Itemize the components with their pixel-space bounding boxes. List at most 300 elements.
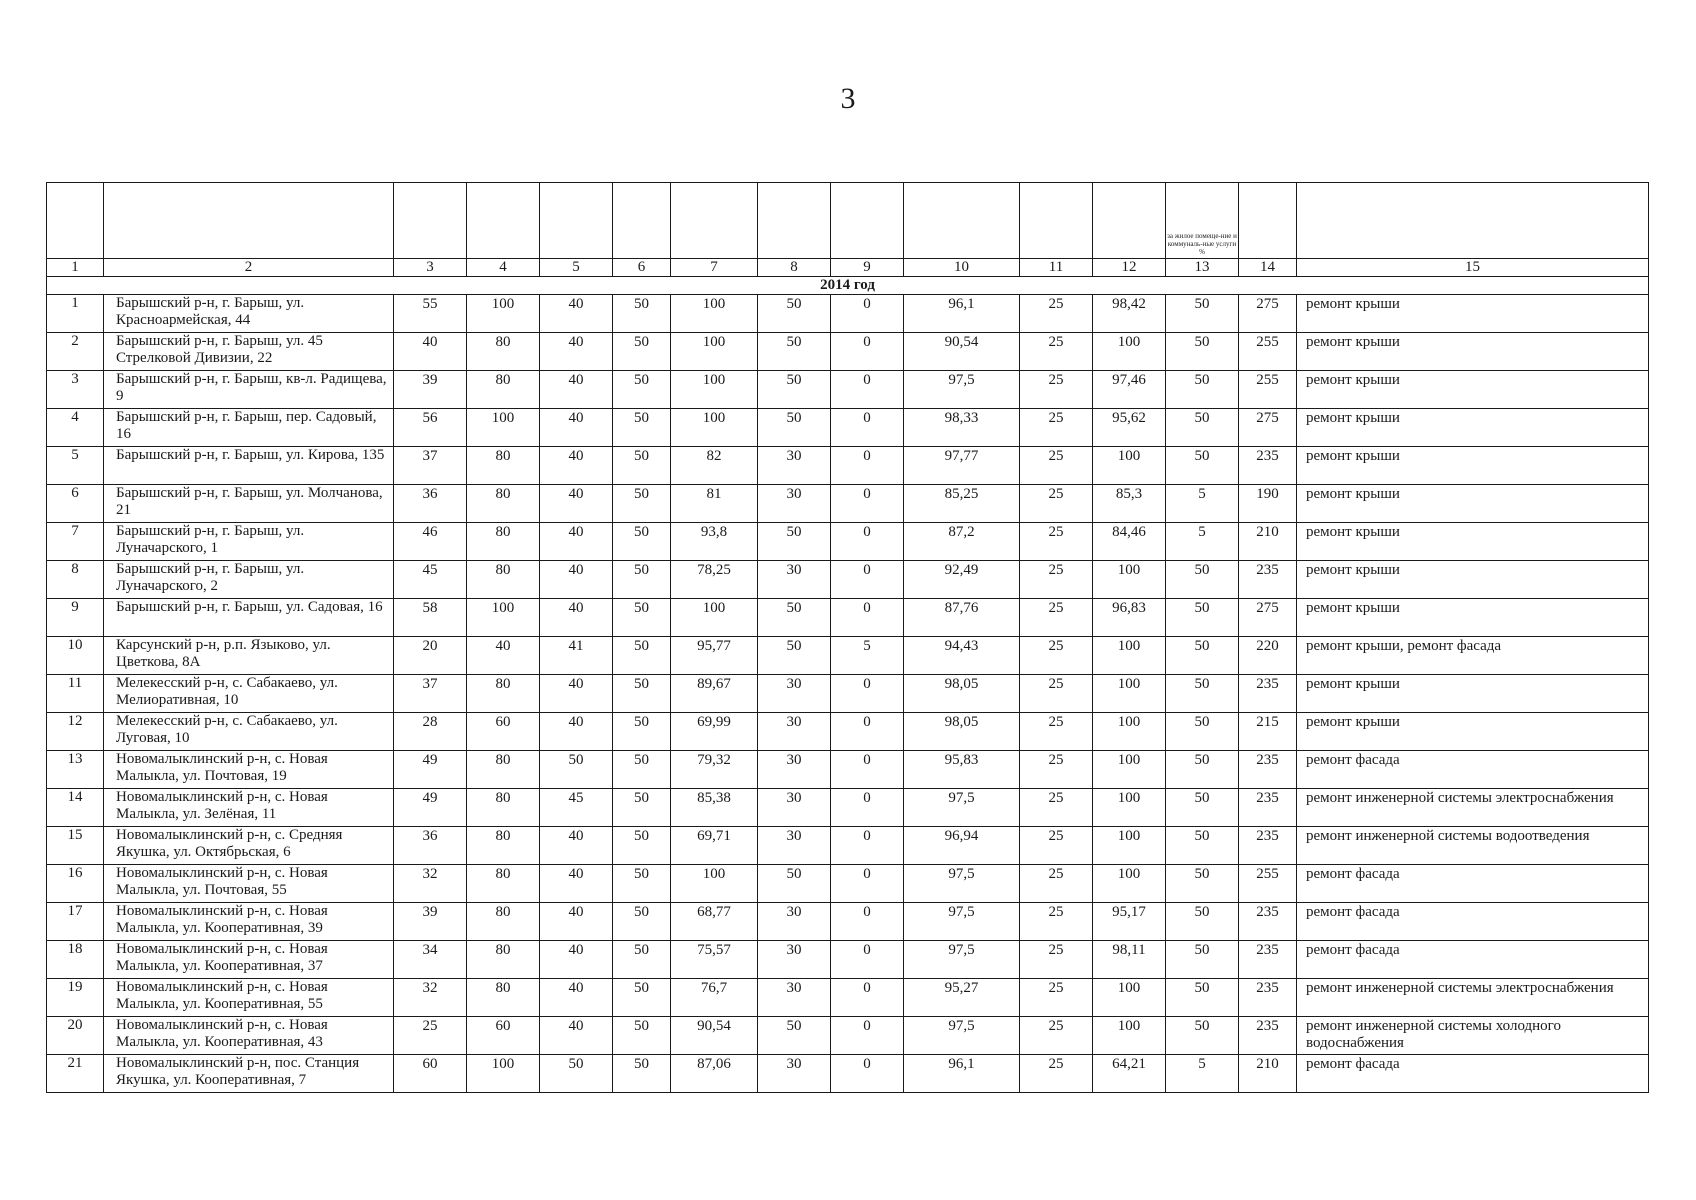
value-cell: 40 [540,903,613,941]
value-cell: 50 [1166,599,1239,637]
value-cell: 25 [1020,295,1093,333]
value-cell: 87,2 [904,523,1020,561]
row-number-cell: 18 [47,941,104,979]
row-number-cell: 9 [47,599,104,637]
value-cell: 0 [831,789,904,827]
value-cell: 0 [831,865,904,903]
value-cell: 25 [1020,409,1093,447]
header-cell [104,183,394,259]
value-cell: 0 [831,751,904,789]
value-cell: 30 [758,941,831,979]
work-type-cell: ремонт крыши [1297,447,1649,485]
value-cell: 100 [1093,561,1166,599]
value-cell: 50 [1166,561,1239,599]
value-cell: 50 [1166,827,1239,865]
value-cell: 49 [394,751,467,789]
work-type-cell: ремонт фасада [1297,903,1649,941]
value-cell: 90,54 [671,1017,758,1055]
value-cell: 0 [831,1017,904,1055]
table-row [47,751,1649,789]
value-cell: 50 [613,295,671,333]
value-cell: 50 [613,789,671,827]
work-type-cell: ремонт крыши [1297,371,1649,409]
value-cell: 210 [1239,523,1297,561]
value-cell: 25 [1020,789,1093,827]
value-cell: 50 [613,333,671,371]
value-cell: 50 [758,523,831,561]
value-cell: 40 [540,1017,613,1055]
value-cell: 50 [613,371,671,409]
value-cell: 50 [1166,941,1239,979]
work-type-cell: ремонт крыши [1297,675,1649,713]
work-type-cell: ремонт крыши [1297,409,1649,447]
value-cell: 96,83 [1093,599,1166,637]
value-cell: 45 [394,561,467,599]
value-cell: 80 [467,865,540,903]
value-cell: 25 [1020,979,1093,1017]
column-number-cell: 14 [1239,259,1297,277]
address-cell: Барышский р-н, г. Барыш, ул. Молчанова, 21 [104,485,394,523]
value-cell: 0 [831,523,904,561]
year-label: 2014 год [47,277,1649,295]
header-cell [831,183,904,259]
value-cell: 50 [613,675,671,713]
value-cell: 235 [1239,447,1297,485]
value-cell: 50 [758,637,831,675]
header-cell [1020,183,1093,259]
value-cell: 50 [758,599,831,637]
value-cell: 81 [671,485,758,523]
column-number-cell: 10 [904,259,1020,277]
value-cell: 100 [1093,637,1166,675]
value-cell: 40 [467,637,540,675]
value-cell: 36 [394,485,467,523]
value-cell: 25 [1020,447,1093,485]
value-cell: 30 [758,751,831,789]
value-cell: 78,25 [671,561,758,599]
value-cell: 50 [1166,371,1239,409]
table-row [47,295,1649,333]
value-cell: 50 [613,599,671,637]
value-cell: 79,32 [671,751,758,789]
value-cell: 40 [540,333,613,371]
column-number-cell: 6 [613,259,671,277]
value-cell: 25 [1020,637,1093,675]
value-cell: 50 [1166,713,1239,751]
value-cell: 100 [467,1055,540,1093]
value-cell: 40 [540,485,613,523]
value-cell: 36 [394,827,467,865]
value-cell: 50 [1166,675,1239,713]
value-cell: 41 [540,637,613,675]
value-cell: 97,5 [904,1017,1020,1055]
value-cell: 30 [758,675,831,713]
value-cell: 89,67 [671,675,758,713]
value-cell: 80 [467,941,540,979]
row-number-cell: 12 [47,713,104,751]
value-cell: 50 [613,485,671,523]
value-cell: 40 [540,409,613,447]
value-cell: 69,71 [671,827,758,865]
value-cell: 68,77 [671,903,758,941]
page-number: 3 [840,82,856,115]
table-row [47,1017,1649,1055]
work-type-cell: ремонт инженерной системы электроснабжения [1297,789,1649,827]
row-number-cell: 20 [47,1017,104,1055]
value-cell: 40 [540,713,613,751]
value-cell: 49 [394,789,467,827]
address-cell: Мелекесский р-н, с. Сабакаево, ул. Мелиоративная, 10 [104,675,394,713]
row-number-cell: 14 [47,789,104,827]
row-number-cell: 8 [47,561,104,599]
value-cell: 25 [1020,561,1093,599]
value-cell: 50 [1166,409,1239,447]
table-row [47,979,1649,1017]
value-cell: 82 [671,447,758,485]
value-cell: 50 [1166,295,1239,333]
value-cell: 55 [394,295,467,333]
value-cell: 56 [394,409,467,447]
address-cell: Новомалыклинский р-н, с. Новая Малыкла, ул. Кооперативная, 39 [104,903,394,941]
value-cell: 80 [467,789,540,827]
column-number-cell: 5 [540,259,613,277]
value-cell: 100 [467,599,540,637]
value-cell: 90,54 [904,333,1020,371]
value-cell: 87,06 [671,1055,758,1093]
value-cell: 0 [831,295,904,333]
value-cell: 50 [613,827,671,865]
value-cell: 97,5 [904,865,1020,903]
value-cell: 30 [758,827,831,865]
value-cell: 30 [758,447,831,485]
housing-repair-table [46,182,1649,1093]
value-cell: 50 [613,751,671,789]
value-cell: 50 [613,447,671,485]
header-cell [1239,183,1297,259]
row-number-cell: 7 [47,523,104,561]
address-cell: Барышский р-н, г. Барыш, ул. Кирова, 135 [104,447,394,485]
address-cell: Барышский р-н, г. Барыш, ул. 45 Стрелковой Дивизии, 22 [104,333,394,371]
work-type-cell: ремонт крыши [1297,713,1649,751]
value-cell: 50 [613,865,671,903]
address-cell: Барышский р-н, г. Барыш, ул. Луначарского, 2 [104,561,394,599]
value-cell: 100 [671,371,758,409]
value-cell: 50 [758,295,831,333]
value-cell: 30 [758,1055,831,1093]
value-cell: 25 [1020,827,1093,865]
value-cell: 0 [831,903,904,941]
row-number-cell: 17 [47,903,104,941]
work-type-cell: ремонт инженерной системы холодного водоснабжения [1297,1017,1649,1055]
value-cell: 50 [613,637,671,675]
row-number-cell: 5 [47,447,104,485]
value-cell: 0 [831,599,904,637]
row-number-cell: 1 [47,295,104,333]
work-type-cell: ремонт инженерной системы водоотведения [1297,827,1649,865]
value-cell: 25 [1020,1055,1093,1093]
year-row [47,277,1649,295]
value-cell: 20 [394,637,467,675]
table-row [47,409,1649,447]
value-cell: 5 [1166,1055,1239,1093]
value-cell: 85,3 [1093,485,1166,523]
value-cell: 50 [613,561,671,599]
address-cell: Новомалыклинский р-н, с. Новая Малыкла, ул. Кооперативная, 43 [104,1017,394,1055]
value-cell: 50 [758,409,831,447]
work-type-cell: ремонт фасада [1297,865,1649,903]
column-number-cell: 13 [1166,259,1239,277]
value-cell: 50 [1166,751,1239,789]
table-row [47,865,1649,903]
value-cell: 235 [1239,941,1297,979]
header-cell [1297,183,1649,259]
value-cell: 50 [758,865,831,903]
value-cell: 50 [1166,333,1239,371]
table-row [47,789,1649,827]
value-cell: 5 [831,637,904,675]
value-cell: 100 [1093,865,1166,903]
header-cell [467,183,540,259]
column-number-cell: 3 [394,259,467,277]
value-cell: 30 [758,561,831,599]
header-col13-label: за жилое помеще-ние и коммуналь-ные услуги % [1166,183,1239,259]
value-cell: 100 [1093,1017,1166,1055]
value-cell: 50 [613,409,671,447]
value-cell: 98,11 [1093,941,1166,979]
value-cell: 0 [831,827,904,865]
value-cell: 50 [613,903,671,941]
value-cell: 95,83 [904,751,1020,789]
value-cell: 60 [467,1017,540,1055]
value-cell: 87,76 [904,599,1020,637]
value-cell: 25 [1020,865,1093,903]
value-cell: 275 [1239,599,1297,637]
value-cell: 32 [394,865,467,903]
work-type-cell: ремонт крыши [1297,523,1649,561]
value-cell: 80 [467,751,540,789]
value-cell: 100 [467,409,540,447]
work-type-cell: ремонт крыши [1297,485,1649,523]
value-cell: 98,05 [904,713,1020,751]
value-cell: 97,46 [1093,371,1166,409]
work-type-cell: ремонт крыши [1297,295,1649,333]
value-cell: 25 [1020,523,1093,561]
value-cell: 50 [613,979,671,1017]
table-row [47,447,1649,485]
value-cell: 46 [394,523,467,561]
table-row [47,371,1649,409]
value-cell: 97,5 [904,371,1020,409]
address-cell: Барышский р-н, г. Барыш, пер. Садовый, 16 [104,409,394,447]
value-cell: 0 [831,333,904,371]
value-cell: 50 [758,1017,831,1055]
value-cell: 60 [467,713,540,751]
value-cell: 80 [467,485,540,523]
value-cell: 40 [540,371,613,409]
address-cell: Барышский р-н, г. Барыш, ул. Садовая, 16 [104,599,394,637]
value-cell: 50 [758,371,831,409]
value-cell: 80 [467,675,540,713]
address-cell: Барышский р-н, г. Барыш, кв-л. Радищева, 9 [104,371,394,409]
value-cell: 95,77 [671,637,758,675]
value-cell: 50 [613,713,671,751]
value-cell: 255 [1239,865,1297,903]
value-cell: 0 [831,713,904,751]
value-cell: 94,43 [904,637,1020,675]
row-number-cell: 2 [47,333,104,371]
value-cell: 40 [540,941,613,979]
value-cell: 0 [831,941,904,979]
work-type-cell: ремонт фасада [1297,751,1649,789]
address-cell: Новомалыклинский р-н, с. Новая Малыкла, ул. Зелёная, 11 [104,789,394,827]
value-cell: 255 [1239,371,1297,409]
value-cell: 235 [1239,751,1297,789]
value-cell: 100 [671,865,758,903]
work-type-cell: ремонт крыши [1297,333,1649,371]
work-type-cell: ремонт фасада [1297,1055,1649,1093]
table-row [47,1055,1649,1093]
header-cell [394,183,467,259]
column-number-cell: 1 [47,259,104,277]
row-number-cell: 15 [47,827,104,865]
column-number-cell: 15 [1297,259,1649,277]
value-cell: 215 [1239,713,1297,751]
value-cell: 255 [1239,333,1297,371]
table-row [47,485,1649,523]
value-cell: 80 [467,447,540,485]
value-cell: 50 [613,1017,671,1055]
value-cell: 32 [394,979,467,1017]
value-cell: 98,42 [1093,295,1166,333]
value-cell: 80 [467,979,540,1017]
value-cell: 80 [467,903,540,941]
value-cell: 50 [1166,865,1239,903]
row-number-cell: 21 [47,1055,104,1093]
value-cell: 25 [1020,371,1093,409]
value-cell: 80 [467,371,540,409]
address-cell: Мелекесский р-н, с. Сабакаево, ул. Луговая, 10 [104,713,394,751]
value-cell: 58 [394,599,467,637]
value-cell: 100 [671,295,758,333]
value-cell: 50 [540,1055,613,1093]
value-cell: 25 [1020,675,1093,713]
value-cell: 50 [1166,447,1239,485]
value-cell: 40 [540,561,613,599]
table-row [47,333,1649,371]
value-cell: 39 [394,903,467,941]
table-row [47,675,1649,713]
value-cell: 50 [1166,789,1239,827]
value-cell: 85,38 [671,789,758,827]
value-cell: 235 [1239,979,1297,1017]
value-cell: 100 [1093,751,1166,789]
value-cell: 30 [758,979,831,1017]
row-number-cell: 13 [47,751,104,789]
value-cell: 92,49 [904,561,1020,599]
value-cell: 50 [613,523,671,561]
value-cell: 100 [1093,789,1166,827]
value-cell: 100 [1093,447,1166,485]
value-cell: 30 [758,789,831,827]
value-cell: 50 [1166,903,1239,941]
value-cell: 34 [394,941,467,979]
value-cell: 0 [831,447,904,485]
value-cell: 100 [1093,979,1166,1017]
value-cell: 100 [1093,333,1166,371]
value-cell: 40 [540,295,613,333]
row-number-cell: 4 [47,409,104,447]
value-cell: 97,5 [904,903,1020,941]
table-row [47,523,1649,561]
value-cell: 100 [1093,827,1166,865]
value-cell: 0 [831,485,904,523]
value-cell: 39 [394,371,467,409]
value-cell: 0 [831,371,904,409]
value-cell: 93,8 [671,523,758,561]
column-number-cell: 9 [831,259,904,277]
value-cell: 96,1 [904,295,1020,333]
column-number-cell: 12 [1093,259,1166,277]
value-cell: 25 [1020,903,1093,941]
row-number-cell: 19 [47,979,104,1017]
value-cell: 235 [1239,789,1297,827]
column-number-cell: 4 [467,259,540,277]
value-cell: 50 [1166,1017,1239,1055]
value-cell: 0 [831,979,904,1017]
address-cell: Новомалыклинский р-н, с. Новая Малыкла, ул. Почтовая, 19 [104,751,394,789]
value-cell: 30 [758,713,831,751]
value-cell: 40 [394,333,467,371]
value-cell: 50 [758,333,831,371]
value-cell: 100 [671,599,758,637]
value-cell: 235 [1239,903,1297,941]
value-cell: 100 [671,409,758,447]
value-cell: 0 [831,409,904,447]
address-cell: Барышский р-н, г. Барыш, ул. Луначарского, 1 [104,523,394,561]
header-cell [540,183,613,259]
column-number-row [47,259,1649,277]
address-cell: Новомалыклинский р-н, пос. Станция Якушка, ул. Кооперативная, 7 [104,1055,394,1093]
value-cell: 100 [1093,713,1166,751]
header-cell [904,183,1020,259]
value-cell: 97,5 [904,941,1020,979]
value-cell: 80 [467,827,540,865]
value-cell: 40 [540,675,613,713]
value-cell: 40 [540,827,613,865]
value-cell: 69,99 [671,713,758,751]
address-cell: Карсунский р-н, р.п. Языково, ул. Цветкова, 8А [104,637,394,675]
work-type-cell: ремонт крыши, ремонт фасада [1297,637,1649,675]
header-cell [613,183,671,259]
header-cell [47,183,104,259]
table-row [47,561,1649,599]
row-number-cell: 10 [47,637,104,675]
work-type-cell: ремонт крыши [1297,561,1649,599]
value-cell: 97,77 [904,447,1020,485]
value-cell: 75,57 [671,941,758,979]
value-cell: 235 [1239,1017,1297,1055]
value-cell: 0 [831,675,904,713]
value-cell: 96,1 [904,1055,1020,1093]
header-cell [758,183,831,259]
value-cell: 45 [540,789,613,827]
column-number-cell: 7 [671,259,758,277]
value-cell: 95,62 [1093,409,1166,447]
column-number-cell: 11 [1020,259,1093,277]
value-cell: 5 [1166,485,1239,523]
value-cell: 25 [1020,1017,1093,1055]
value-cell: 190 [1239,485,1297,523]
